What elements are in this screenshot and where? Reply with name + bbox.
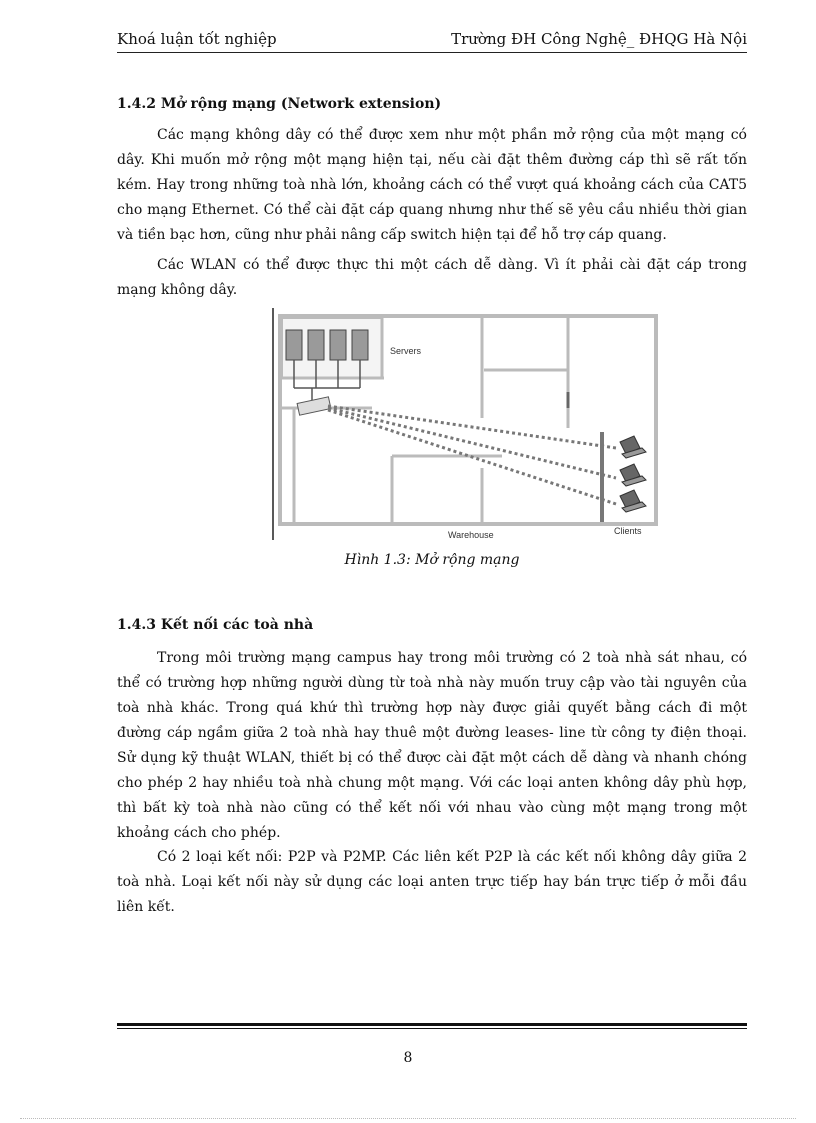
warehouse-label: Warehouse: [448, 530, 494, 540]
page-header: [117, 30, 747, 52]
network-extension-figure: [272, 308, 662, 540]
servers-label: Servers: [390, 346, 422, 356]
page-number: 8: [403, 1050, 413, 1066]
clients-label: Clients: [614, 526, 642, 536]
paragraph: [117, 646, 747, 846]
paragraph-text: Có 2 loại kết nối: P2P và P2MP. Các liên kết P2P là các kết nối không dây giữa 2 toà nhà. Loại kết nối này sử dụng các loại anten trực tiếp hay bán trực tiếp ở mỗi đầu liên kết.: [117, 849, 747, 915]
figure-caption: Hình 1.3: Mở rộng mạng: [344, 552, 520, 568]
paragraph: [117, 123, 747, 248]
paragraph: [117, 253, 747, 303]
paragraph-text: Các WLAN có thể được thực thi một cách dễ dàng. Vì ít phải cài đặt cáp trong mạng không dây.: [117, 257, 747, 298]
header-rule: [117, 52, 747, 53]
footer-rule: [117, 1023, 747, 1026]
footer-rule-thin: [117, 1028, 747, 1029]
page-edge-dots: [20, 1118, 796, 1119]
section-title-building-connection: 1.4.3 Kết nối các toà nhà: [117, 617, 314, 633]
section-title-network-extension: 1.4.2 Mở rộng mạng (Network extension): [117, 96, 442, 112]
paragraph-text: Các mạng không dây có thể được xem như một phần mở rộng của một mạng có dây. Khi muốn mở rộng một mạng hiện tại, nếu cài đặt thêm đường cáp thì sẽ rất tốn kém. Hay trong những toà nhà lớn, khoảng cách có thể vượt quá khoảng cách của CAT5 cho mạng Ethernet. Có thể cài đặt cáp quang nhưng như thế sẽ yêu cầu nhiều thời gian và tiền bạc hơn, cũng như phải nâng cấp switch hiện tại để hỗ trợ cáp quang.: [117, 127, 747, 243]
header-university: Trường ĐH Công Nghệ_ ĐHQG Hà Nội: [451, 30, 747, 48]
paragraph: [117, 845, 747, 920]
paragraph-text: Trong môi trường mạng campus hay trong môi trường có 2 toà nhà sát nhau, có thể có trường hợp những người dùng từ toà nhà này muốn truy cập vào tài nguyên của toà nhà khác. Trong quá khứ thì trường hợp này được giải quyết bằng cách đi một đường cáp ngầm giữa 2 toà nhà hay thuê một đường leases- line từ công ty điện thoại. Sử dụng kỹ thuật WLAN, thiết bị có thể được cài đặt một cách dễ dàng và nhanh chóng cho phép 2 hay nhiều toà nhà chung một mạng. Với các loại anten không dây phù hợp, thì bất kỳ toà nhà nào cũng có thể kết nối với nhau vào cùng một mạng trong một khoảng cách cho phép.: [117, 650, 747, 841]
header-thesis-label: Khoá luận tốt nghiệp: [117, 30, 277, 48]
